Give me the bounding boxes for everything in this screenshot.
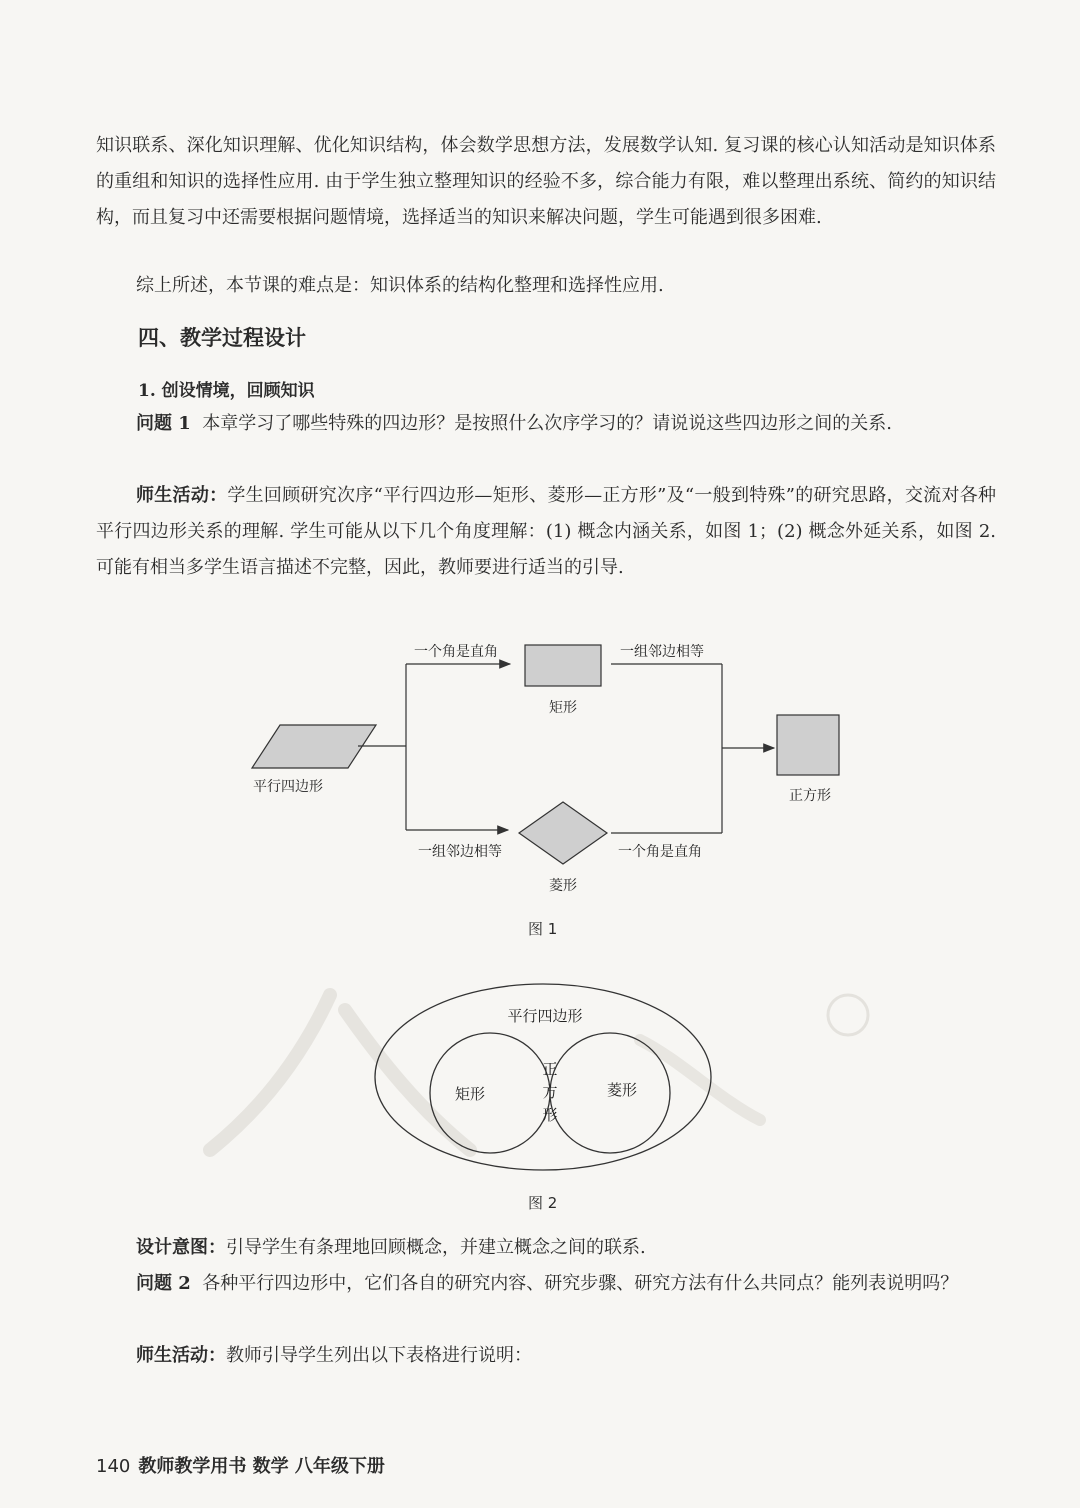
activity-2-label: 师生活动： [136, 1345, 226, 1366]
parallelogram-label: 平行四边形 [253, 779, 323, 795]
activity-1-text: 学生回顾研究次序“平行四边形—矩形、菱形—正方形”及“一般到特殊”的研究思路，交流对各种平行四边形关系的理解. 学生可能从以下几个角度理解：(1) 概念内涵关系，如图 1；(2) 概念外延关系，如图 2. 可能有相当多学生语言描述不完整，因此，教师要进行适当的引导. [96, 485, 996, 578]
question-1-label: 问题 1 [136, 413, 191, 434]
paragraph-difficulty-summary: 综上所述，本节课的难点是：知识体系的结构化整理和选择性应用. [136, 275, 664, 296]
venn-middle-char-3: 形 [542, 1106, 558, 1124]
condition-bottom-left: 一组邻边相等 [418, 844, 502, 860]
condition-bottom-right: 一个角是直角 [618, 844, 702, 860]
figure-1-caption: 图 1 [528, 920, 558, 938]
section-heading: 四、教学过程设计 [138, 326, 306, 350]
teacher-student-activity-2 [96, 1338, 996, 1374]
design-intent [96, 1230, 996, 1266]
condition-top-left: 一个角是直角 [414, 644, 498, 660]
question-2-label: 问题 2 [136, 1273, 191, 1294]
page-footer [96, 1452, 385, 1478]
venn-right-label: 菱形 [606, 1081, 638, 1099]
question-2-text: 各种平行四边形中，它们各自的研究内容、研究步骤、研究方法有什么共同点？能列表说明吗？ [202, 1273, 959, 1294]
venn-middle-char-2: 方 [542, 1083, 558, 1101]
question-2 [96, 1266, 996, 1302]
subsection-heading: 1. 创设情境，回顾知识 [138, 381, 315, 401]
page-number: 140 [96, 1456, 131, 1477]
activity-2-text: 教师引导学生列出以下表格进行说明： [226, 1345, 532, 1366]
condition-top-right: 一组邻边相等 [620, 644, 704, 660]
venn-left-label: 矩形 [454, 1085, 486, 1103]
rectangle-label: 矩形 [549, 700, 577, 716]
activity-1-label: 师生活动： [136, 485, 228, 506]
book-title: 教师教学用书 数学 八年级下册 [138, 1456, 385, 1477]
question-1-text: 本章学习了哪些特殊的四边形？是按照什么次序学习的？请说说这些四边形之间的关系. [202, 413, 892, 434]
rectangle-set [430, 1033, 550, 1153]
paragraph-difficulty-analysis: 知识联系、深化知识理解、优化知识结构，体会数学思想方法，发展数学认知. 复习课的核心认知活动是知识体系的重组和知识的选择性应用. 由于学生独立整理知识的经验不多，综合能力有限，难以整理出系统、简约的知识结构，而且复习中还需要根据问题情境，选择适当的知识来解决问题，学生可能遇到很多困难. [96, 135, 996, 228]
rhombus-label: 菱形 [549, 878, 577, 894]
venn-middle-char-1: 正 [542, 1060, 558, 1078]
figure-2-caption: 图 2 [528, 1194, 558, 1212]
venn-outer-label: 平行四边形 [507, 1007, 583, 1025]
square-label: 正方形 [789, 788, 831, 804]
design-intent-label: 设计意图： [136, 1237, 226, 1258]
design-intent-text: 引导学生有条理地回顾概念，并建立概念之间的联系. [226, 1237, 646, 1258]
